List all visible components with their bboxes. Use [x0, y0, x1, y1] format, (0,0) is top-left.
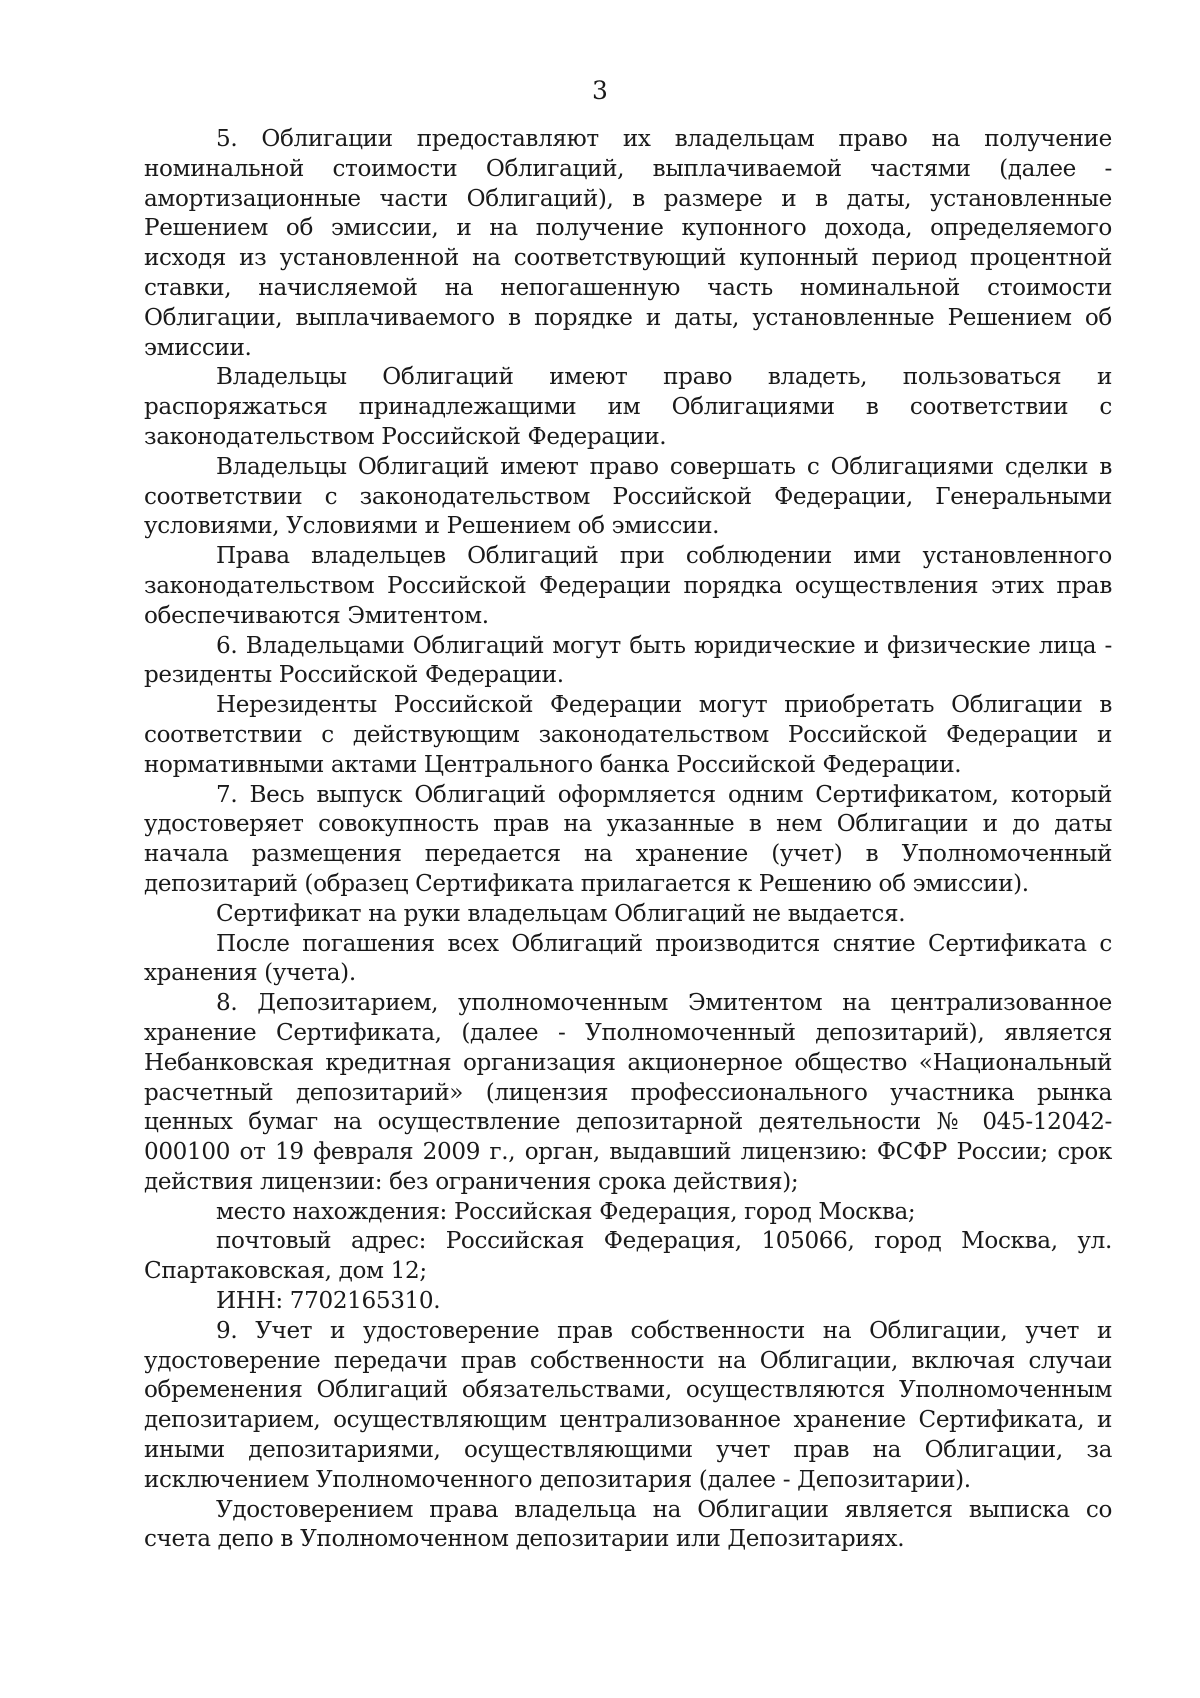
paragraph-owners-rights-transactions: Владельцы Облигаций имеют право совершать с Облигациями сделки в соответствии с законодательством Российской Федерации, Генеральными условиями, Условиями и Решением об эмиссии. — [144, 453, 1112, 540]
paragraph-location: место нахождения: Российская Федерация, город Москва; — [216, 1198, 916, 1225]
paragraph-postal-address: почтовый адрес: Российская Федерация, 105066, город Москва, ул. Спартаковская, дом 12; — [144, 1228, 1112, 1285]
paragraph-non-residents: Нерезиденты Российской Федерации могут приобретать Облигации в соответствии с действующим законодательством Российской Федерации и нормативными актами Центрального банка Российской Федерации. — [144, 692, 1112, 778]
paragraph-7-certificate: 7. Весь выпуск Облигаций оформляется одним Сертификатом, который удостоверяет совокупность прав на указанные в нем Облигации и до даты начала размещения передается на хранение (учет) в Уполномоченный депозитарий (образец Сертификата прилагается к Решению об эмиссии). — [144, 781, 1112, 897]
paragraph-9-accounting: 9. Учет и удостоверение прав собственности на Облигации, учет и удостоверение передачи прав собственности на Облигации, включая случаи обременения Облигаций обязательствами, осуществляются Уполномоченным депозитарием, осуществляющим централизованное хранение Сертификата, и иными депозитариями, осуществляющими учет прав на Облигации, за исключением Уполномоченного депозитария (далее - Депозитарии). — [144, 1317, 1112, 1493]
paragraph-rights-ensured-by-issuer: Права владельцев Облигаций при соблюдении ими установленного законодательством Российской Федерации порядка осуществления этих прав обеспечиваются Эмитентом. — [144, 543, 1112, 629]
paragraph-5-bond-rights: 5. Облигации предоставляют их владельцам право на получение номинальной стоимости Облигаций, выплачиваемой частями (далее - амортизационные части Облигаций), в размере и в даты, установленные Решением об эмиссии, и на получение купонного дохода, определяемого исходя из установленной на соответствующий купонный период процентной ставки, начисляемой на непогашенную часть номинальной стоимости Облигации, выплачиваемого в порядке и даты, установленные Решением об эмиссии. — [144, 126, 1112, 361]
page-number: 3 — [592, 76, 608, 105]
document-body — [144, 125, 1112, 1555]
paragraph-certificate-not-issued: Сертификат на руки владельцам Облигаций не выдается. — [216, 900, 906, 927]
paragraph-6-bond-owners: 6. Владельцами Облигаций могут быть юридические и физические лица - резиденты Российской Федерации. — [144, 632, 1112, 689]
paragraph-certificate-removal: После погашения всех Облигаций производится снятие Сертификата с хранения (учета). — [144, 930, 1112, 987]
paragraph-inn: ИНН: 7702165310. — [216, 1288, 441, 1315]
paragraph-ownership-certification: Удостоверением права владельца на Облигации является выписка со счета депо в Уполномоченном депозитарии или Депозитариях. — [144, 1496, 1112, 1553]
paragraph-8-depositary: 8. Депозитарием, уполномоченным Эмитентом на централизованное хранение Сертификата, (далее - Уполномоченный депозитарий), является Небанковская кредитная организация акционерное общество «Национальный расчетный депозитарий» (лицензия профессионального участника рынка ценных бумаг на осуществление депозитарной деятельности № 045-12042-000100 от 19 февраля 2009 г., орган, выдавший лицензию: ФСФР России; срок действия лицензии: без ограничения срока действия); — [144, 990, 1112, 1195]
paragraph-owners-rights-use: Владельцы Облигаций имеют право владеть, пользоваться и распоряжаться принадлежащими им Облигациями в соответствии с законодательством Российской Федерации. — [144, 364, 1112, 450]
